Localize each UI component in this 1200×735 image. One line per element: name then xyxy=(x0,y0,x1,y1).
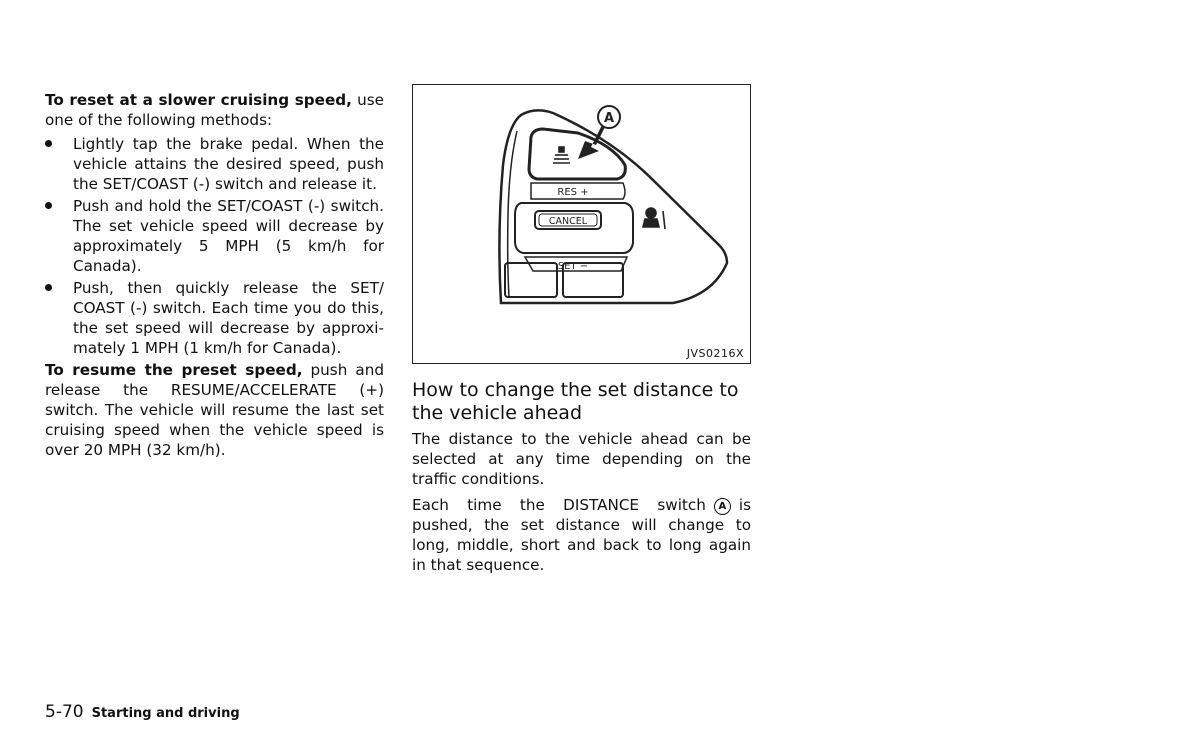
bullet-icon xyxy=(45,140,52,147)
text-reset-slower: use one of the following methods: xyxy=(45,91,384,129)
steering-switch-figure xyxy=(412,84,751,364)
res-label: RES + xyxy=(557,187,589,198)
text-distance-b: is pushed, the set distance will change to long, middle, short and back to long again in that sequence. xyxy=(412,496,751,574)
spoke-outline xyxy=(499,110,727,303)
paragraph-resume xyxy=(45,360,384,460)
list-item-text: Lightly tap the brake pedal. When the vehicle attains the desired speed, push the SET/COAST (-) switch and release it. xyxy=(73,135,384,193)
lead-resume: To resume the preset speed, xyxy=(45,361,303,379)
section-heading: How to change the set distance to the vehicle ahead xyxy=(412,379,739,424)
list-item xyxy=(45,278,384,358)
list-item-text: Push, then quickly release the SET/ COAST (-) switch. Each time you do this, the set speed will decrease by approxi- mately 1 MPH (1 km/h for Canada). xyxy=(73,279,384,357)
bullet-icon xyxy=(45,284,52,291)
list-item xyxy=(45,196,384,276)
page-number: 5-70 xyxy=(45,702,84,722)
lead-reset-slower: To reset at a slower cruising speed, xyxy=(45,91,352,109)
paragraph-reset-slower xyxy=(45,90,384,130)
callout-marker-icon: A xyxy=(714,498,731,515)
section-label: Starting and driving xyxy=(91,706,240,721)
list-item xyxy=(45,134,384,194)
callout-letter: A xyxy=(603,111,615,126)
set-label: SET − xyxy=(557,261,589,272)
distance-button xyxy=(529,129,625,179)
distance-icon xyxy=(553,147,570,163)
cancel-label: CANCEL xyxy=(548,216,588,227)
page-footer xyxy=(45,702,240,722)
steering-switch-illustration xyxy=(413,85,752,365)
paragraph-distance-switch xyxy=(412,495,751,575)
right-column xyxy=(412,84,751,575)
left-column xyxy=(45,90,384,460)
text-resume: push and release the RESUME/ACCELERATE (+) switch. The vehicle will resume the last set cruising speed when the vehicle speed is over 20 MPH (32 km/h). xyxy=(45,361,384,459)
bullet-icon xyxy=(45,202,52,209)
figure-code: JVS0216X xyxy=(686,347,744,360)
text-distance-a: Each time the DISTANCE switch xyxy=(412,496,706,514)
paragraph-distance-intro: The distance to the vehicle ahead can be selected at any time depending on the traffic conditions. xyxy=(412,430,751,488)
method-list xyxy=(45,134,384,358)
lane-assist-icon xyxy=(643,208,665,229)
list-item-text: Push and hold the SET/COAST (-) switch. The set vehicle speed will decrease by approximately 5 MPH (5 km/h for Canada). xyxy=(73,197,384,275)
